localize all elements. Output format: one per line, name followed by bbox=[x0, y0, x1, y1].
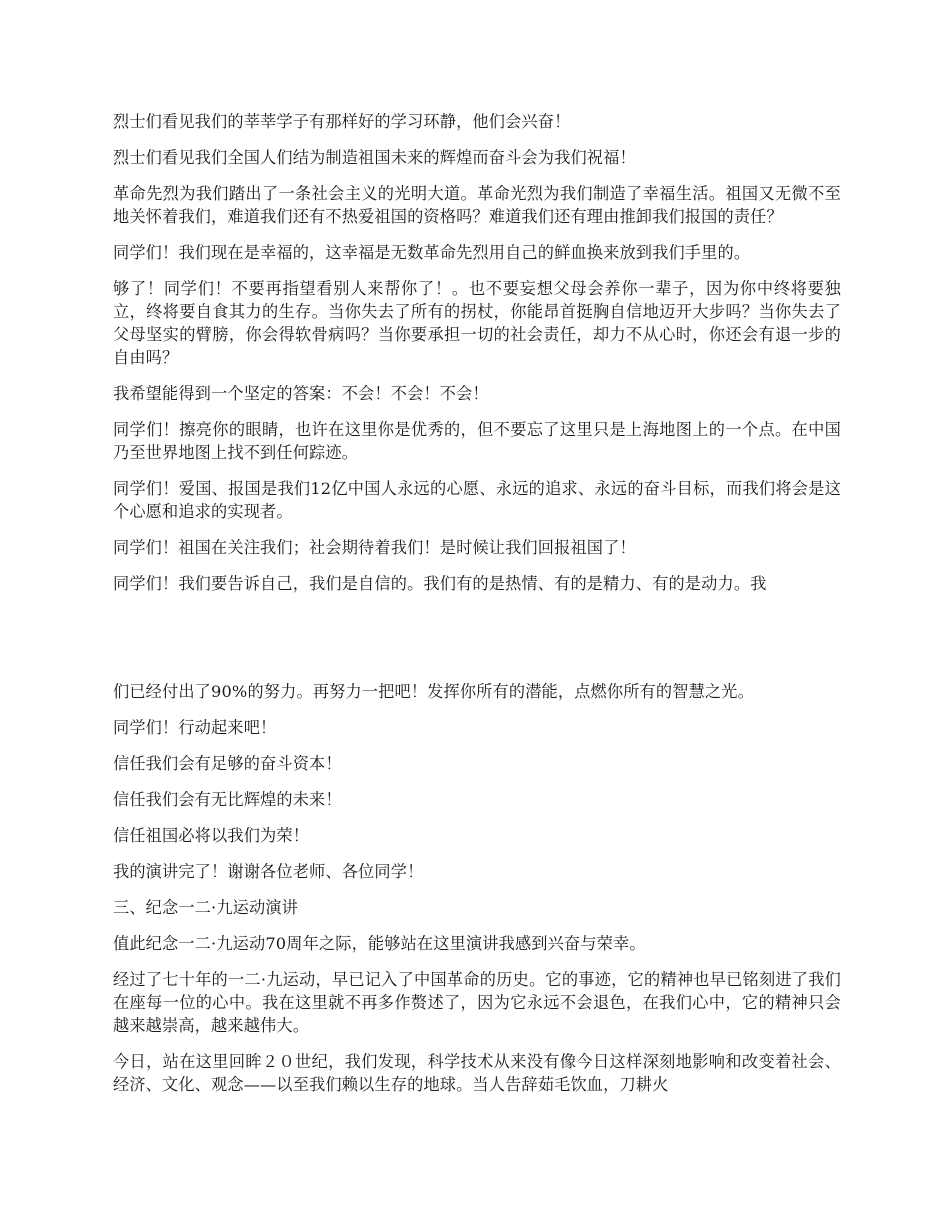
paragraph: 革命先烈为我们踏出了一条社会主义的光明大道。革命光烈为我们制造了幸福生活。祖国又无微不至地关怀着我们，难道我们还有不热爱祖国的资格吗？难道我们还有理由推卸我们报国的责任？ bbox=[113, 184, 841, 226]
page-section-lower bbox=[113, 680, 841, 1109]
paragraph: 同学们！我们现在是幸福的，这幸福是无数革命先烈用自己的鲜血换来放到我们手里的。 bbox=[113, 243, 751, 262]
section-heading: 三、纪念一二·九运动演讲 bbox=[113, 898, 299, 917]
paragraph: 我希望能得到一个坚定的答案：不会！不会！不会！ bbox=[113, 384, 489, 403]
paragraph: 们已经付出了90%的努力。再努力一把吧！发挥你所有的潜能，点燃你所有的智慧之光。 bbox=[113, 682, 754, 701]
paragraph: 同学们！祖国在关注我们；社会期待着我们！是时候让我们回报祖国了！ bbox=[113, 538, 636, 557]
paragraph: 今日，站在这里回眸２０世纪，我们发现，科学技术从来没有像今日这样深刻地影响和改变着社会、经济、文化、观念——以至我们赖以生存的地球。当人告辞茹毛饮血，刀耕火 bbox=[113, 1052, 841, 1094]
paragraph: 信任祖国必将以我们为荣！ bbox=[113, 826, 310, 845]
paragraph: 信任我们会有无比辉煌的未来！ bbox=[113, 790, 342, 809]
paragraph: 烈士们看见我们的莘莘学子有那样好的学习环静，他们会兴奋！ bbox=[113, 112, 571, 131]
paragraph: 同学们！爱国、报国是我们12亿中国人永远的心愿、永远的追求、永远的奋斗目标，而我们将会是这个心愿和追求的实现者。 bbox=[113, 479, 841, 521]
paragraph: 烈士们看见我们全国人们结为制造祖国未来的辉煌而奋斗会为我们祝福！ bbox=[113, 148, 636, 167]
paragraph: 同学们！我们要告诉自己，我们是自信的。我们有的是热情、有的是精力、有的是动力。我 bbox=[113, 574, 767, 593]
paragraph: 同学们！擦亮你的眼睛，也许在这里你是优秀的，但不要忘了这里只是上海地图上的一个点。在中国乃至世界地图上找不到任何踪迹。 bbox=[113, 420, 841, 462]
paragraph: 经过了七十年的一二·九运动，早已记入了中国革命的历史。它的事迹，它的精神也早已铭刻进了我们在座每一位的心中。我在这里就不再多作赘述了，因为它永远不会退色，在我们心中，它的精神只会越来越崇高，越来越伟大。 bbox=[113, 970, 841, 1035]
page-section-upper bbox=[113, 110, 841, 608]
paragraph: 我的演讲完了！谢谢各位老师、各位同学！ bbox=[113, 862, 424, 881]
paragraph: 同学们！行动起来吧！ bbox=[113, 718, 277, 737]
paragraph: 信任我们会有足够的奋斗资本！ bbox=[113, 754, 342, 773]
paragraph: 够了！同学们！不要再指望看别人来帮你了！。也不要妄想父母会养你一辈子，因为你中终将要独立，终将要自食其力的生存。当你失去了所有的拐杖，你能昂首挺胸自信地迈开大步吗？当你失去了父母坚实的臂膀，你会得软骨病吗？当你要承担一切的社会责任，却力不从心时，你还会有退一步的自由吗？ bbox=[113, 279, 841, 367]
paragraph: 值此纪念一二·九运动70周年之际，能够站在这里演讲我感到兴奋与荣幸。 bbox=[113, 934, 646, 953]
